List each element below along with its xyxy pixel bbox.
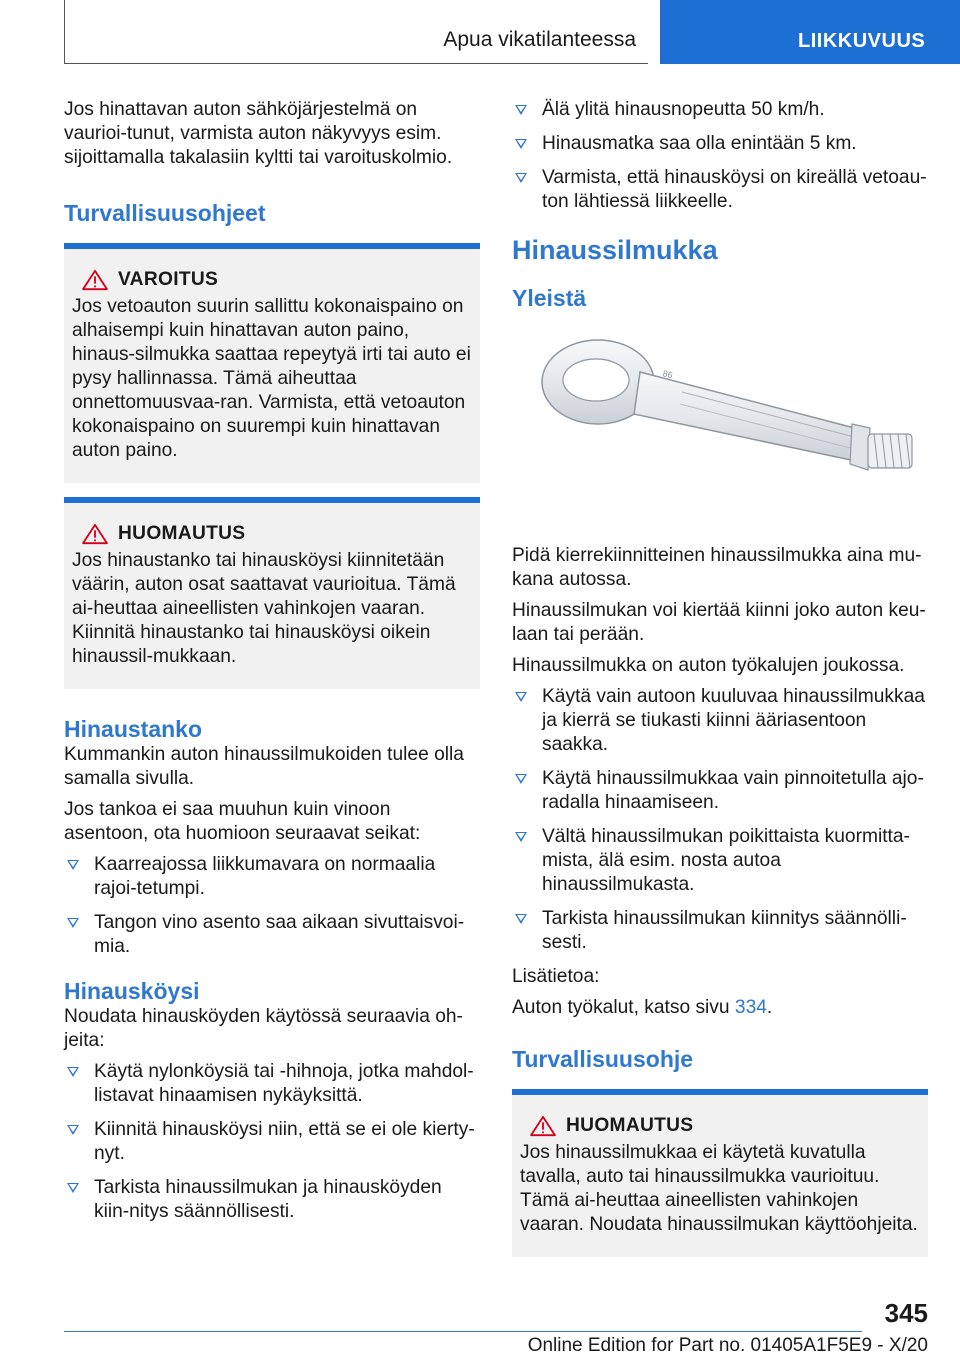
triangle-bullet-icon — [67, 918, 79, 928]
triangle-bullet-icon — [67, 1183, 79, 1193]
triangle-bullet-icon — [515, 914, 527, 924]
safety-heading: Turvallisuusohjeet — [64, 200, 266, 226]
notice-box — [64, 497, 480, 689]
warning-label: VAROITUS — [118, 269, 219, 290]
warning-triangle-icon — [80, 523, 110, 545]
triangle-bullet-icon — [67, 860, 79, 870]
towbar-list — [64, 853, 480, 959]
list-item: Kiinnitä hinausköysi niin, että se ei ole kierty-nyt. — [64, 1118, 480, 1166]
header-underline — [64, 63, 648, 64]
list-item: Tangon vino asento saa aikaan sivuttaisvoi-mia. — [64, 911, 480, 959]
left-column — [64, 98, 480, 1234]
warning-box — [64, 243, 480, 483]
more-info-text: Auton työkalut, katso sivu 334. — [512, 997, 773, 1018]
header-section-title: Apua vikatilanteessa — [443, 28, 636, 51]
warning-text: Jos vetoauton suurin sallittu kokonaispaino on alhaisempi kuin hinattavan auton paino, hinaus-silmukka saattaa repeytyä irti tai auto ei pysy hallinnassa. Tämä aiheuttaa onnettomuusvaa-ran. Varmista, että vetoauton kokonaispaino on suurempi kuin hinattavan auton paino. — [72, 296, 471, 461]
tow-eye-heading: Hinaussilmukka — [512, 235, 718, 265]
warning-head — [72, 267, 472, 293]
page-number: 345 — [884, 1298, 928, 1328]
general-paragraph-1: Pidä kierrekiinnitteinen hinaussilmukka aina mu-kana autossa. — [512, 545, 922, 590]
svg-text:86: 86 — [661, 368, 674, 381]
warning-triangle-icon — [80, 269, 110, 291]
page-link[interactable]: 334 — [734, 997, 767, 1018]
towbar-heading: Hinaustanko — [64, 716, 203, 742]
intro-paragraph: Jos hinattavan auton sähköjärjestelmä on vaurioi-tunut, varmista auton näkyvyys esim. sijoittamalla takalasiin kyltti tai varoituskolmio. — [64, 99, 453, 168]
header-chapter-tab[interactable]: LIIKKUVUUS — [660, 0, 960, 64]
safety-note-heading: Turvallisuusohje — [512, 1046, 694, 1072]
triangle-bullet-icon — [67, 1067, 79, 1077]
triangle-bullet-icon — [67, 1125, 79, 1135]
tow-eye-image — [512, 312, 928, 544]
footer-edition: Online Edition for Part no. 01405A1F5E9 - X/20 — [527, 1335, 928, 1356]
triangle-bullet-icon — [515, 173, 527, 183]
footer-rule — [64, 1331, 862, 1332]
towbar-paragraph-2: Jos tankoa ei saa muuhun kuin vinoon asentoon, ota huomioon seuraavat seikat: — [64, 799, 421, 844]
right-notice-head — [520, 1113, 920, 1139]
speed-list — [512, 98, 928, 214]
list-item: Varmista, että hinausköysi on kireällä vetoau-ton lähtiessä liikkeelle. — [512, 166, 928, 214]
more-info-label: Lisätietoa: — [512, 966, 600, 987]
triangle-bullet-icon — [515, 832, 527, 842]
list-item: Tarkista hinaussilmukan kiinnitys säännölli-sesti. — [512, 907, 928, 955]
towbar-paragraph-1: Kummankin auton hinaussilmukoiden tulee olla samalla sivulla. — [64, 744, 464, 789]
right-notice-text: Jos hinaussilmukkaa ei käytetä kuvatulla tavalla, auto tai hinaussilmukka vaurioituu. Tämä ai-heuttaa aineellisten vahinkojen vaaran. Noudata hinaussilmukan käyttöohjeita. — [520, 1142, 918, 1235]
notice-text: Jos hinaustanko tai hinausköysi kiinnitetään väärin, auton osat saattavat vaurioitua. Tämä ai-heuttaa aineellisten vahinkojen vaaran. Kiinnitä hinaustanko tai hinausköysi oikein hinaussil-mukkaan. — [72, 550, 456, 667]
tow-eye-illustration — [512, 312, 928, 544]
warning-triangle-icon — [528, 1115, 558, 1137]
header-rule — [64, 0, 65, 64]
list-item: Hinausmatka saa olla enintään 5 km. — [512, 132, 928, 156]
list-item: Käytä vain autoon kuuluvaa hinaussilmukkaa ja kierrä se tiukasti kiinni ääriasentoon saakka. — [512, 685, 928, 757]
right-notice-box — [512, 1089, 928, 1257]
right-notice-label: HUOMAUTUS — [566, 1115, 694, 1136]
notice-head — [72, 521, 472, 547]
triangle-bullet-icon — [515, 105, 527, 115]
rope-list — [64, 1060, 480, 1224]
list-item: Tarkista hinaussilmukan ja hinausköyden kiin-nitys säännöllisesti. — [64, 1176, 480, 1224]
usage-list — [512, 685, 928, 955]
list-item: Käytä nylonköysiä tai -hihnoja, jotka mahdol-listavat hinaamisen nykäyksittä. — [64, 1060, 480, 1108]
triangle-bullet-icon — [515, 774, 527, 784]
list-item: Vältä hinaussilmukan poikittaista kuormitta-mista, älä esim. nosta autoa hinaussilmukasta. — [512, 825, 928, 897]
right-column — [512, 98, 928, 1257]
notice-label: HUOMAUTUS — [118, 523, 246, 544]
general-heading: Yleistä — [512, 285, 587, 311]
rope-paragraph: Noudata hinausköyden käytössä seuraavia oh-jeita: — [64, 1006, 463, 1051]
list-item: Kaarreajossa liikkumavara on normaalia rajoi-tetumpi. — [64, 853, 480, 901]
general-paragraph-3: Hinaussilmukka on auton työkalujen joukossa. — [512, 655, 905, 676]
triangle-bullet-icon — [515, 692, 527, 702]
list-item: Käytä hinaussilmukkaa vain pinnoitetulla ajo-radalla hinaamiseen. — [512, 767, 928, 815]
rope-heading: Hinausköysi — [64, 978, 200, 1004]
list-item: Älä ylitä hinausnopeutta 50 km/h. — [512, 98, 928, 122]
triangle-bullet-icon — [515, 139, 527, 149]
general-paragraph-2: Hinaussilmukan voi kiertää kiinni joko auton keu-laan tai perään. — [512, 600, 926, 645]
